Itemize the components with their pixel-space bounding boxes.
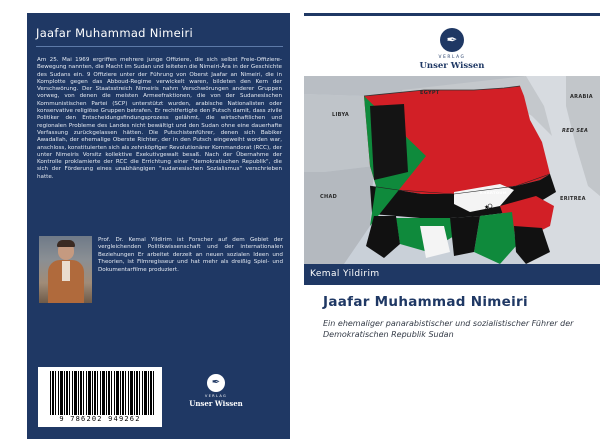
back-publisher-logo xyxy=(188,374,244,408)
author-photo-hair xyxy=(57,240,75,247)
barcode-bars xyxy=(50,371,154,415)
map-label-khartoum: KHARTOUM xyxy=(480,190,507,195)
back-cover xyxy=(27,13,290,439)
author-bio: Prof. Dr. Kemal Yildirim ist Forscher auf dem Gebiet der vergleichenden Politikwissenschaft und der internationalen Beziehungen Er arbeitet derzeit an neuen sozialen Ideen und Theorien, ist Filmregisseur und hat mehr als dreißig Spiel- und Dokumentarfilme produziert. xyxy=(98,237,283,273)
book-subtitle: Ein ehemaliger panarabistischer und sozialistischer Führer der Demokratischen Republik Sudan xyxy=(323,319,574,339)
back-logo-brand: Unser Wissen xyxy=(189,399,243,408)
author-band xyxy=(304,264,600,285)
author-photo xyxy=(39,236,92,303)
back-cover-title: Jaafar Muhammad Nimeiri xyxy=(36,26,194,40)
sudan-flag-map xyxy=(304,76,600,264)
front-logo-brand: Unser Wissen xyxy=(419,61,485,71)
author-photo-shirt xyxy=(62,261,70,281)
map-graphic xyxy=(304,76,600,264)
front-logo-verlag: VERLAG xyxy=(438,55,466,60)
map-label-red-sea: RED SEA xyxy=(562,128,589,134)
pen-nib-icon: ✒ xyxy=(440,28,464,52)
back-cover-divider xyxy=(36,46,283,47)
front-publisher-logo xyxy=(412,28,492,71)
map-label-libya: LIBYA xyxy=(332,112,350,118)
map-label-chad: CHAD xyxy=(320,194,338,200)
book-title: Jaafar Muhammad Nimeiri xyxy=(323,294,528,310)
front-top-bar xyxy=(304,13,600,16)
back-cover-blurb: Am 25. Mai 1969 ergriffen mehrere junge Offiziere, die sich selbst Freie-Offiziere-Bewegung nannten, die Macht im Sudan und leiteten die Nimeiri-Ära in der Geschichte des Sudans ein. 9 Offiziere unter der Führung von Oberst Jaafar an Nimeiri, die in Komplotte gegen das Abboud-Regime verwickelt waren, bildeten den Kern der Verschwörung. Der Staatsstreich Nimeiris nahm Verschwörungen anderer Gruppen vorweg, von denen die meisten Armeefraktionen, die von der Sudanesischen Kommunistischen Partei (SCP) unterstützt wurden, arabische Nationalisten oder konservative religiöse Gruppen betrafen. Er rechtfertigte den Putsch damit, dass zivile Politiker den Entscheidungsfindungsprozess gelähmt, die wirtschaftlichen und regionalen Probleme des Landes nicht bewältigt und den Sudan ohne eine dauerhafte Verfassung zurückgelassen hätten. Die Putschistenführer, denen sich Babiker Awadallah, der ehemalige Oberste Richter, der in den Putsch eingeweiht worden war, anschloss, konstituierten sich als zehnköpfiger Revolutionärer Kommandorat (RCC), der unter Nimeiris Vorsitz kollektive Exekutivgewalt besaß. Nach der Übernahme der Kontrolle proklamierte der RCC die Errichtung einer "demokratischen Republik", die sich der Förderung eines unabhängigen "sudanesischen Sozialismus" verschrieben hatte. xyxy=(37,57,282,180)
barcode-digits: 9 786202 949262 xyxy=(59,415,141,423)
map-label-eritrea: ERITREA xyxy=(560,196,586,202)
author-name: Kemal Yildirim xyxy=(310,269,380,279)
front-cover xyxy=(304,13,600,439)
spine xyxy=(290,13,304,439)
svg-text:★: ★ xyxy=(484,204,490,211)
pen-nib-icon: ✒ xyxy=(207,374,225,392)
isbn-barcode xyxy=(38,367,162,427)
back-logo-verlag: VERLAG xyxy=(204,394,228,398)
map-label-arabia: ARABIA xyxy=(570,94,593,100)
map-label-egypt: EGYPT xyxy=(420,90,440,96)
